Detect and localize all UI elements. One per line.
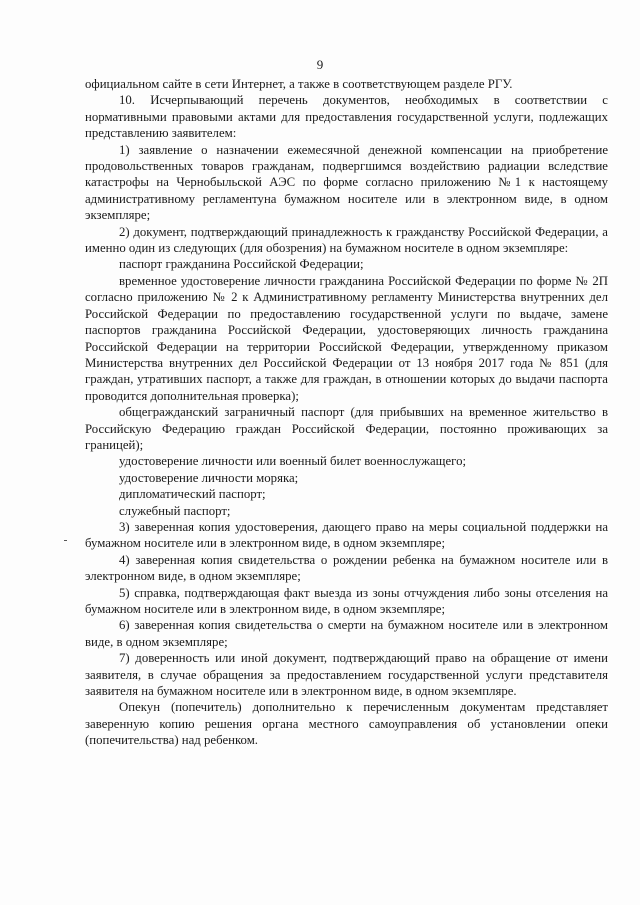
document-body	[85, 76, 608, 749]
paragraph: 6) заверенная копия свидетельства о смерти на бумажном носителе или в электронном виде, в одном экземпляре;	[85, 618, 608, 649]
paragraph: 7) доверенность или иной документ, подтверждающий право на обращение от имени заявителя, в случае обращения за предоставлением государственной услуги представителя заявителя на бумажном носителе или в электронном виде, в одном экземпляре.	[85, 651, 608, 699]
paragraph: 1) заявление о назначении ежемесячной денежной компенсации на приобретение продовольственных товаров гражданам, подвергшимся воздействию радиации вследствие катастрофы на Чернобыльской АЭС по форме согласно приложению №1 к настоящему административному регламентуна бумажном носителе или в электронном виде, в одном экземпляре;	[85, 142, 608, 223]
paragraph: 4) заверенная копия свидетельства о рождении ребенка на бумажном носителе или в электронном виде, в одном экземпляре;	[85, 552, 608, 584]
paragraph: удостоверение личности моряка;	[119, 470, 299, 485]
paragraph: 5) справка, подтверждающая факт выезда из зоны отчуждения либо зоны отселения на бумажном носителе или в электронном виде, в одном экземпляре;	[85, 585, 608, 616]
paragraph: удостоверение личности или военный билет военнослужащего;	[119, 454, 467, 469]
paragraph: официальном сайте в сети Интернет, а также в соответствующем разделе РГУ.	[85, 77, 513, 91]
paragraph: паспорт гражданина Российской Федерации;	[119, 257, 364, 272]
page-number: 9	[316, 57, 324, 72]
paragraph: 2) документ, подтверждающий принадлежность к гражданству Российской Федерации, а именно один из следующих (для обозрения) на бумажном носителе в одном экземпляре:	[85, 224, 608, 256]
paragraph: дипломатический паспорт;	[119, 487, 266, 502]
paragraph: 10. Исчерпывающий перечень документов, необходимых в соответствии с нормативными правовыми актами для предоставления государственной услуги, подлежащих представлению заявителем:	[85, 93, 608, 141]
paragraph: 3) заверенная копия удостоверения, дающего право на меры социальной поддержки на бумажном носителе или в электронном виде, в одном экземпляре;	[85, 519, 608, 551]
paragraph: Опекун (попечитель) дополнительно к перечисленным документам представляет заверенную копию решения органа местного самоуправления об установлении опеки (попечительства) над ребенком.	[85, 700, 608, 748]
paragraph: временное удостоверение личности гражданина Российской Федерации по форме № 2П согласно приложению № 2 к Административному регламенту Министерства внутренних дел Российской Федерации по предоставлению государственной услуги по выдаче, замене паспортов гражданина Российской Федерации, удостоверяющих личность гражданина Российской Федерации на территории Российской Федерации, утвержденному приказом Министерства внутренних дел Российской Федерации от 13 ноября 2017 года № 851 (для граждан, утративших паспорт, а также для граждан, в отношении которых до выдачи паспорта проводится дополнительная проверка);	[85, 273, 608, 403]
paragraph: общегражданский заграничный паспорт (для прибывших на временное жительство в Российскую Федерацию граждан Российской Федерации, постоянно проживающих за границей);	[85, 405, 608, 452]
paragraph: служебный паспорт;	[119, 503, 231, 518]
scan-mark	[64, 540, 67, 541]
